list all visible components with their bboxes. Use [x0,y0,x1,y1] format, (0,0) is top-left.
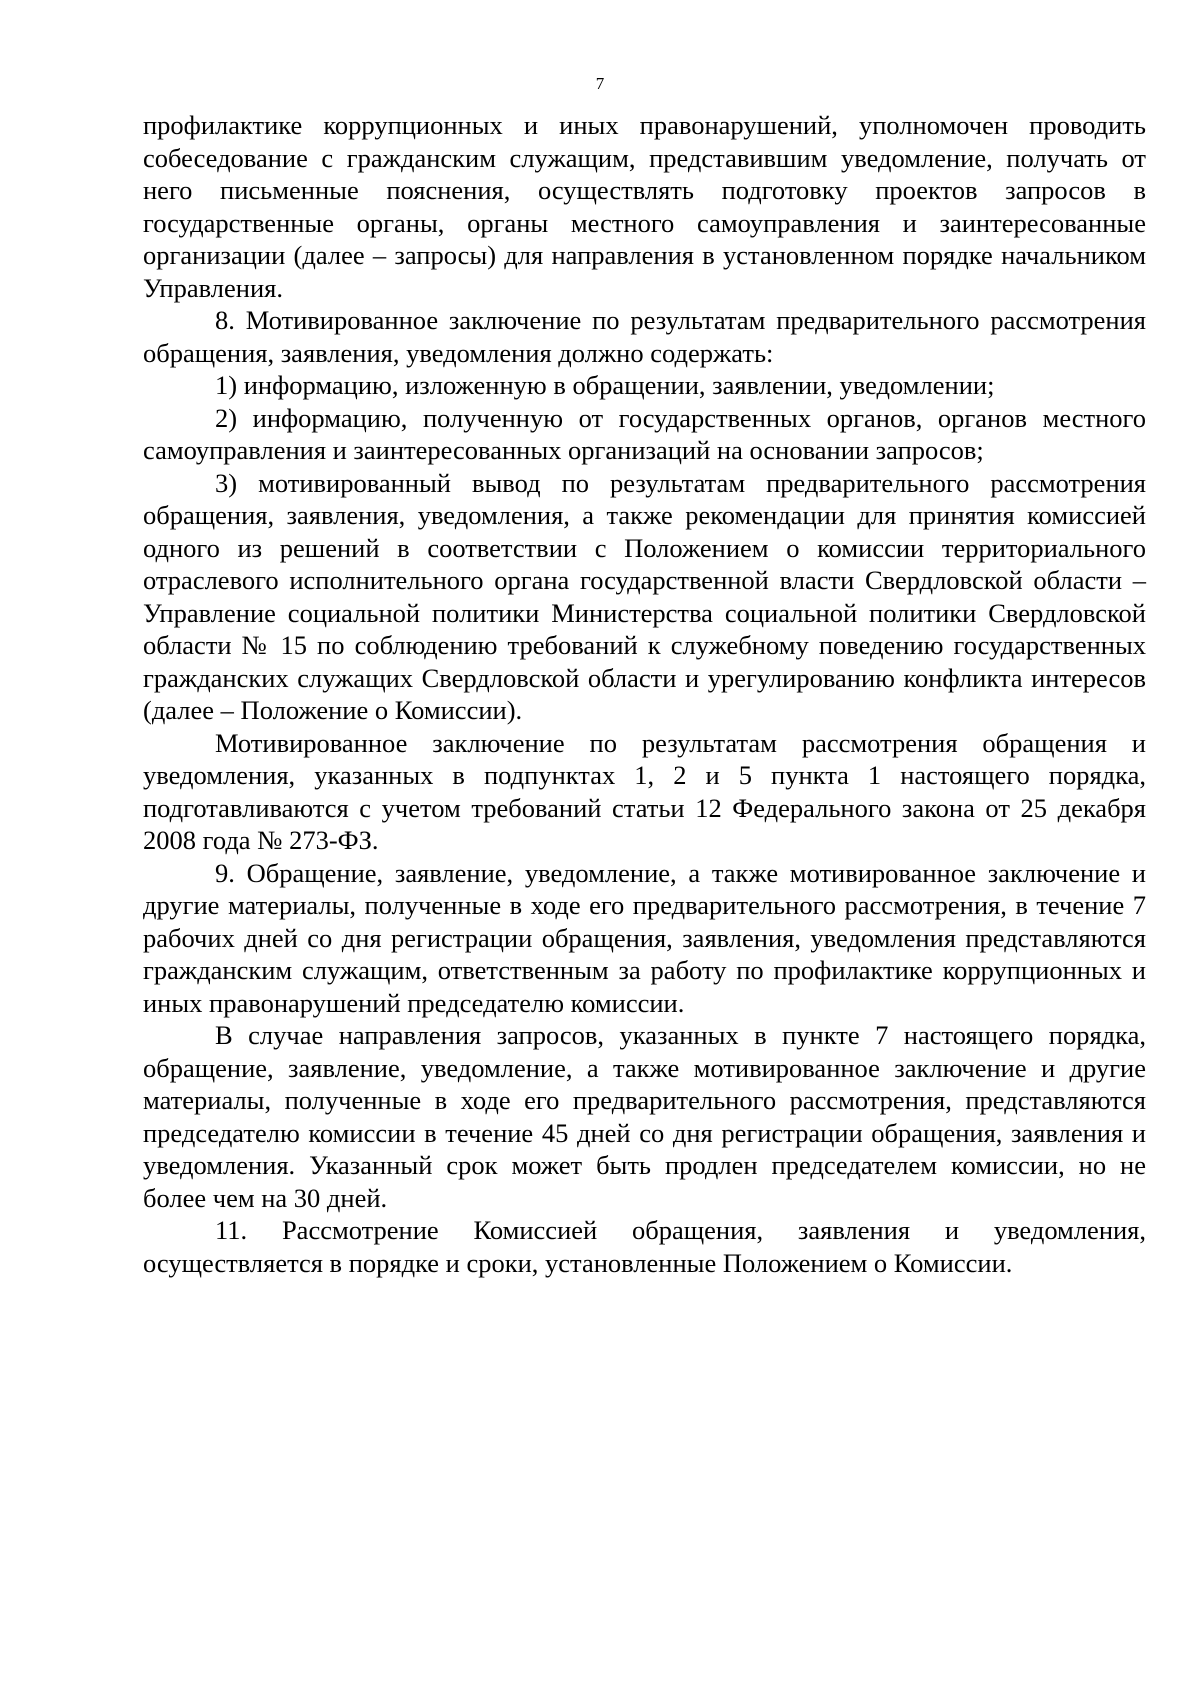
page-number: 7 [595,74,605,93]
paragraph-item-8: 8. Мотивированное заключение по результатам предварительного рассмотрения обращения, заявления, уведомления должно содержать: [143,305,1146,368]
paragraph-subitem-1: 1) информацию, изложенную в обращении, заявлении, уведомлении; [215,370,995,400]
paragraph-subitem-3: 3) мотивированный вывод по результатам предварительного рассмотрения обращения, заявления, уведомления, а также рекомендации для принятия комиссией одного из решений в соответствии с Положением о комиссии территориального отраслевого исполнительного органа государственной власти Свердловской области – Управление социальной политики Министерства социальной политики Свердловской области № 15 по соблюдению требований к служебному поведению государственных гражданских служащих Свердловской области и урегулированию конфликта интересов (далее – Положение о Комиссии). [143,467,1146,725]
paragraph-item-11: 11. Рассмотрение Комиссией обращения, заявления и уведомления, осуществляется в порядке и сроки, установленные Положением о Комиссии. [143,1215,1146,1278]
paragraph-motivated-conclusion: Мотивированное заключение по результатам рассмотрения обращения и уведомления, указанных в подпунктах 1, 2 и 5 пункта 1 настоящего порядка, подготавливаются с учетом требований статьи 12 Федерального закона от 25 декабря 2008 года № 273-ФЗ. [143,727,1146,855]
paragraph-subitem-2: 2) информацию, полученную от государственных органов, органов местного самоуправления и заинтересованных организаций на основании запросов; [143,402,1146,465]
paragraph-continuation: профилактике коррупционных и иных правонарушений, уполномочен проводить собеседование с гражданским служащим, представившим уведомление, получать от него письменные пояснения, осуществлять подготовку проектов запросов в государственные органы, органы местного самоуправления и заинтересованные организации (далее – запросы) для направления в установленном порядке начальником Управления. [143,110,1146,303]
document-body [143,109,1146,1279]
paragraph-item-9: 9. Обращение, заявление, уведомление, а также мотивированное заключение и другие материалы, полученные в ходе его предварительного рассмотрения, в течение 7 рабочих дней со дня регистрации обращения, заявления, уведомления представляются гражданским служащим, ответственным за работу по профилактике коррупционных и иных правонарушений председателю комиссии. [143,857,1146,1018]
paragraph-requests-case: В случае направления запросов, указанных в пункте 7 настоящего порядка, обращение, заявление, уведомление, а также мотивированное заключение и другие материалы, полученные в ходе его предварительного рассмотрения, представляются председателю комиссии в течение 45 дней со дня регистрации обращения, заявления и уведомления. Указанный срок может быть продлен председателем комиссии, но не более чем на 30 дней. [143,1020,1146,1213]
